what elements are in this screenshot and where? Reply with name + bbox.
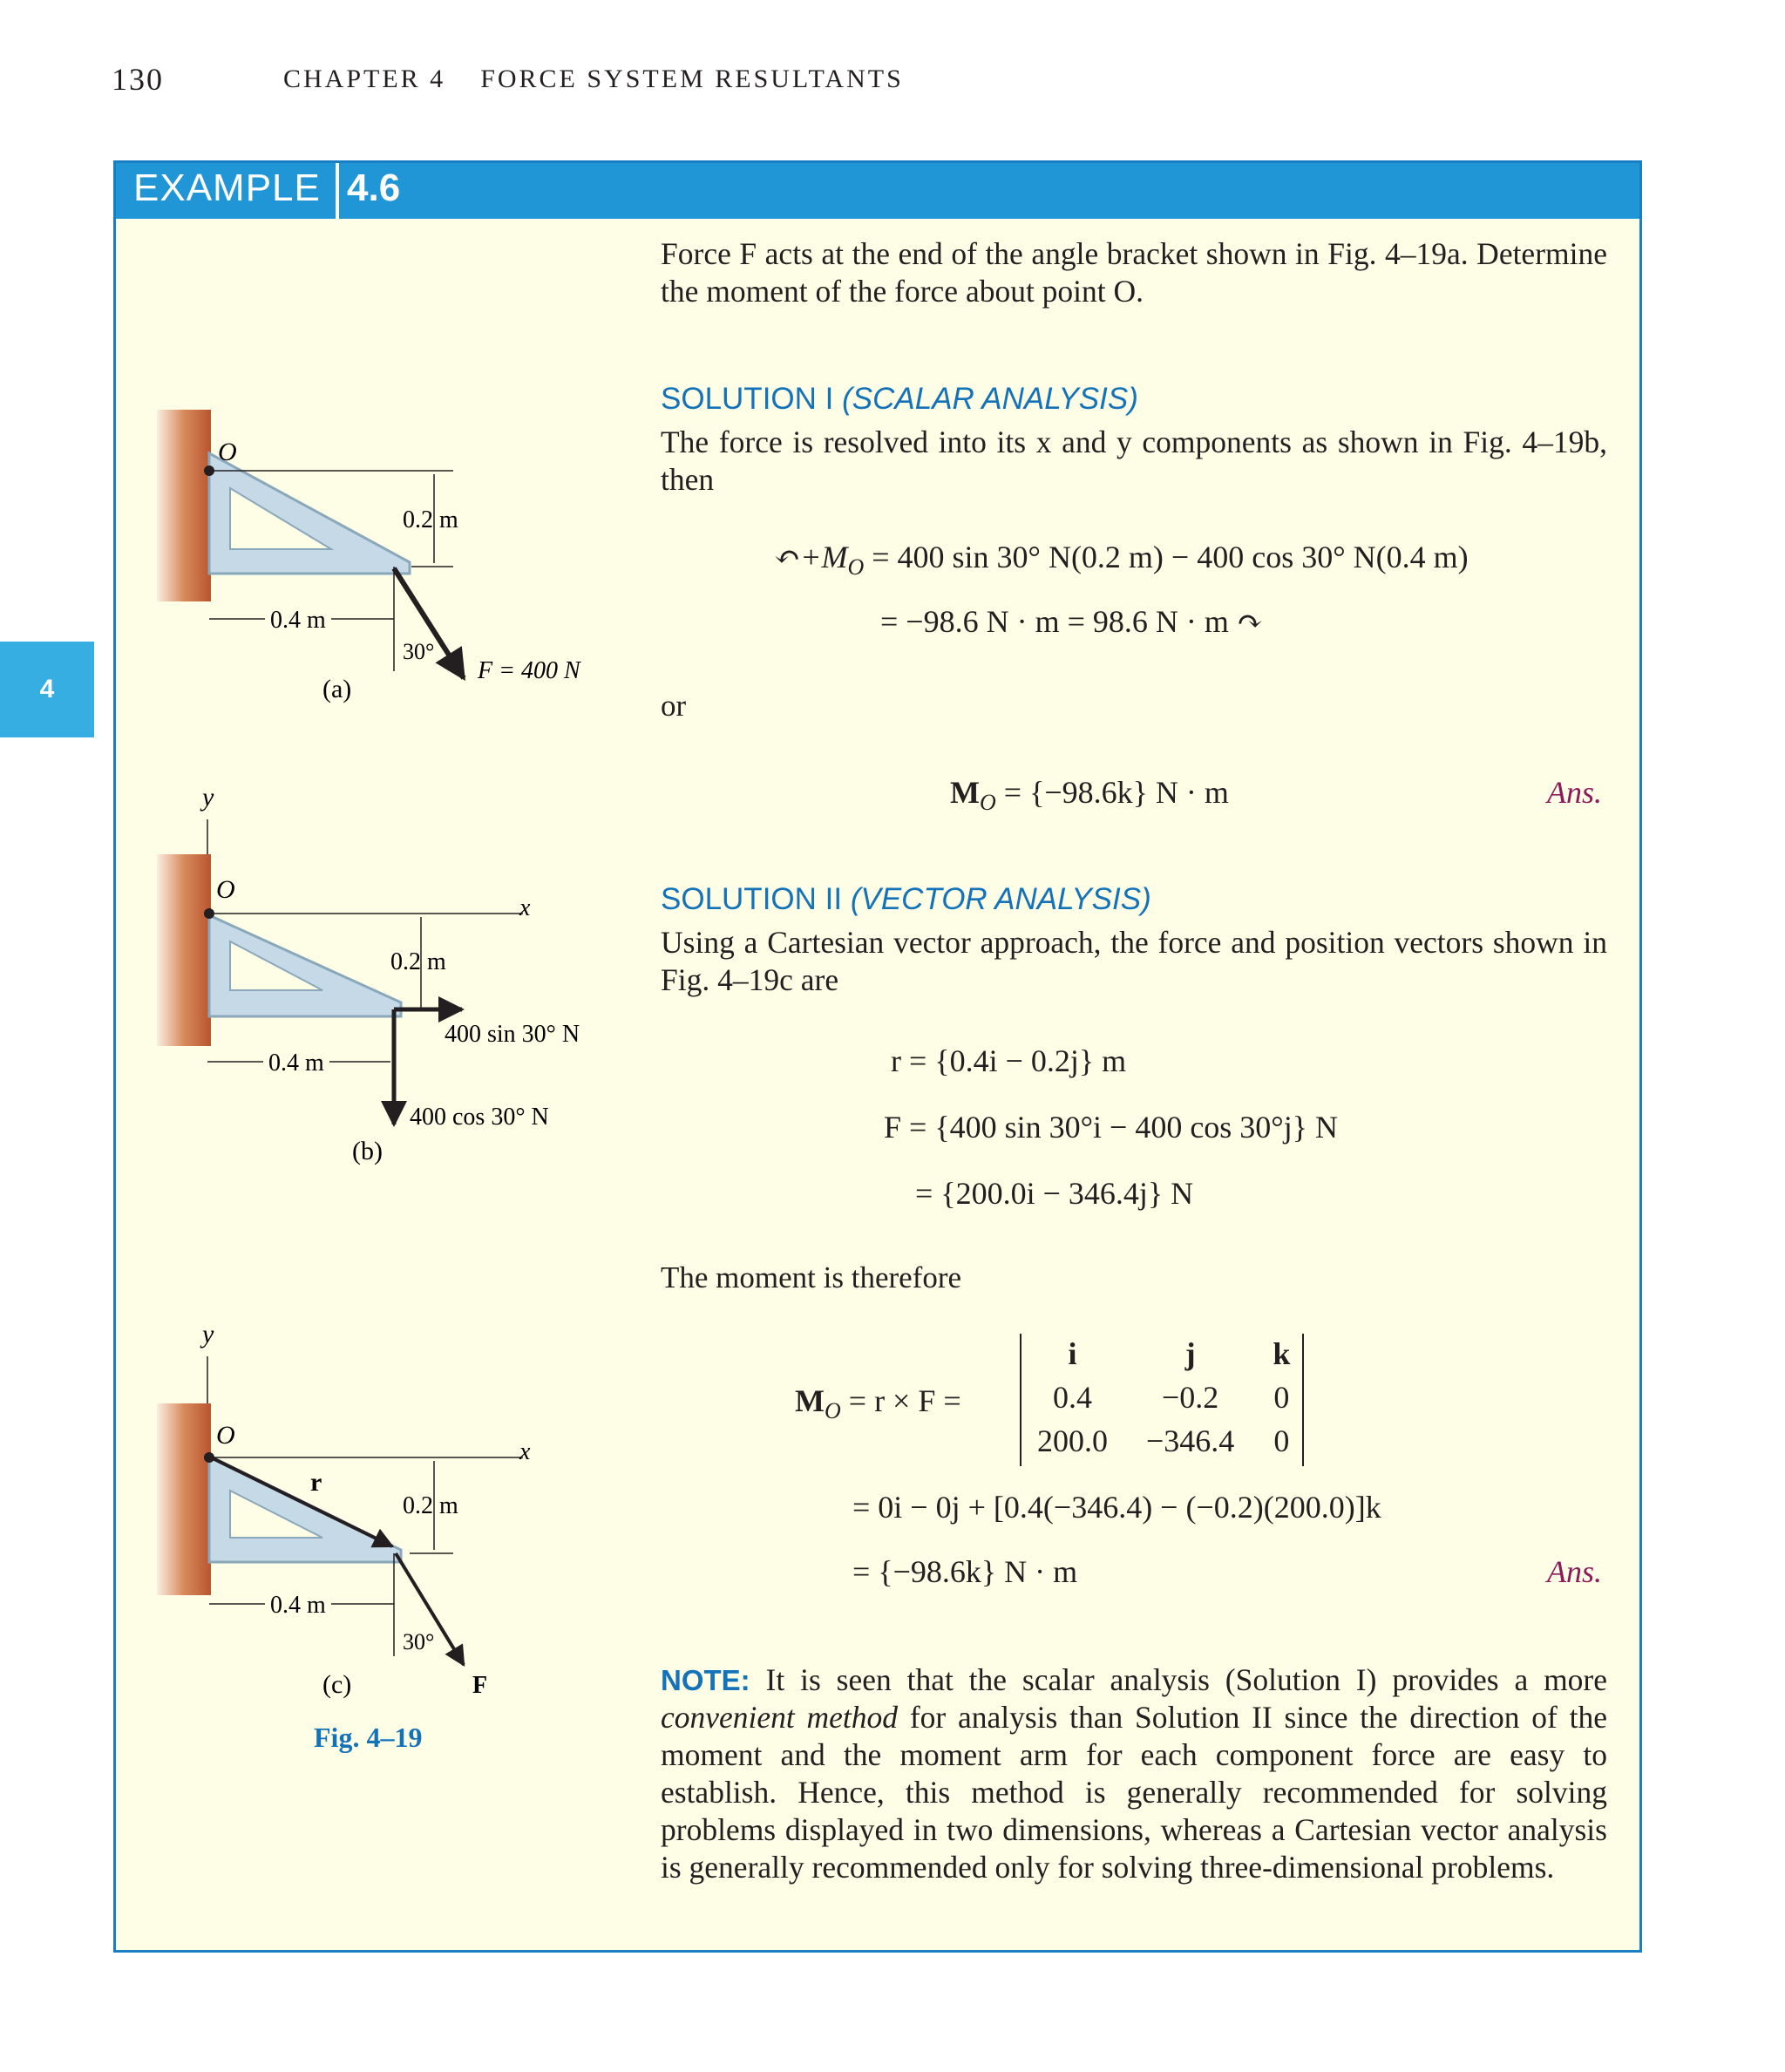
section-title: FORCE SYSTEM RESULTANTS [480,65,904,93]
fx-label: 400 sin 30° N [445,1021,580,1048]
det-cell: −346.4 [1146,1423,1235,1458]
dim-vertical-label: 0.2 m [403,1492,458,1519]
r-label: r [310,1468,322,1497]
figure-b [157,785,610,1168]
brick-wall [157,410,211,601]
fy-label: 400 cos 30° N [410,1104,549,1131]
caption-c: (c) [322,1670,352,1699]
scalar-eq-rhs: = 400 sin 30° N(0.2 m) − 400 cos 30° N(0.4 m) [872,540,1469,574]
det-cell: i [1068,1336,1077,1371]
answer-label-1: Ans. [1547,775,1602,810]
chapter-side-tab: 4 [0,642,94,737]
mo-symbol: M [795,1383,825,1418]
solution2-heading [661,882,1151,917]
det-row [1018,1376,1309,1419]
note-label: NOTE: [661,1664,750,1696]
cross-product-mid: = r × F = [848,1383,961,1418]
running-head [283,65,904,94]
example-divider [336,163,339,219]
dim-horizontal-label: 0.4 m [270,607,326,634]
force-vector-eq: F = {400 sin 30°i − 400 cos 30°j} N [884,1110,1338,1145]
solution1-title: SOLUTION I [661,382,834,416]
note-emphasis: convenient method [661,1700,899,1735]
scalar-equation-1: $↶+M_O = 400$ sin 30° N(0.2 m) − 400 cos 30° N(0.4 m) [774,540,1469,581]
figure-label: Fig. 4–19 [314,1722,423,1753]
x-axis-label: x [519,1438,531,1465]
or-text: or [661,689,687,723]
figure-a [157,401,610,732]
vector-result: = {−98.6k} N · m [852,1554,1078,1589]
scalar-eq-lhs: ↶+M [774,540,848,574]
det-cell: 0 [1273,1423,1290,1458]
force-label: F = 400 N [478,657,580,684]
point-o-label: O [218,438,237,466]
dim-horizontal-label: 0.4 m [268,1050,324,1077]
chapter-label: CHAPTER 4 [283,65,446,93]
solution2-text: Using a Cartesian vector approach, the force and position vectors shown in Fig. 4–19c are [661,925,1607,997]
solution2-title: SOLUTION II [661,882,843,916]
solution1-heading [661,382,1138,417]
problem-statement [661,235,1607,310]
angle-label: 30° [403,1629,435,1654]
det-cell: −0.2 [1162,1380,1219,1415]
det-row [1018,1332,1309,1376]
det-row [1018,1419,1309,1463]
y-axis-label: y [202,1320,214,1348]
note-paragraph [661,1661,1607,1886]
result-rhs: = {−98.6k} N · m [1003,775,1229,810]
x-axis-label: x [519,894,531,921]
example-number: 4.6 [347,166,401,209]
cross-product-lhs: $M_O = r \times F$ = [795,1383,961,1424]
scalar-result: $M_O = \{-98.6k\} N \cdot m$ [950,775,1229,816]
note-text-1: It is seen that the scalar analysis (Solution I) provides a more [765,1662,1608,1697]
solution2-subtitle: (VECTOR ANALYSIS) [850,882,1151,916]
det-cell: 200.0 [1037,1423,1108,1458]
determinant-matrix [1018,1332,1309,1463]
y-axis-label: y [202,785,214,812]
solution1-text: The force is resolved into its x and y components as shown in Fig. 4–19b, then [661,425,1607,497]
determinant-expansion: = 0i − 0j + [0.4(−346.4) − (−0.2)(200.0)]k [852,1490,1381,1525]
problem-text: Force F acts at the end of the angle bracket shown in Fig. 4–19a. Determine the moment of the force about point O. [661,236,1607,309]
page-number: 130 [112,62,164,97]
det-cell: j [1184,1336,1196,1371]
result-lhs: M [950,775,980,810]
example-label: EXAMPLE [133,166,321,209]
det-cell: k [1273,1336,1291,1371]
caption-a: (a) [322,675,352,703]
caption-b: (b) [352,1137,383,1165]
det-cell: 0 [1273,1380,1290,1415]
dim-vertical-label: 0.2 m [403,506,458,533]
position-vector-eq: r = {0.4i − 0.2j} m [891,1043,1127,1078]
dim-horizontal-label: 0.4 m [270,1592,326,1619]
angle-label: 30° [403,639,435,664]
solution1-subtitle: (SCALAR ANALYSIS) [842,382,1138,416]
figure-c [157,1316,610,1770]
answer-label-2: Ans. [1547,1554,1602,1589]
note-text-2: for analysis than Solution II since the direction of the moment and the moment arm for each component force are easy to establish. Hence, this method is generally recommended for solving problems displayed in two dimensions, whereas a Cartesian vector analysis is generally recommended only for solving three-dimensional problems. [661,1700,1608,1885]
force-label: F [472,1672,488,1699]
scalar-equation-2: = −98.6 N · m = 98.6 N · m ↷ [880,604,1264,639]
brick-wall [157,1403,211,1595]
example-header [116,163,1639,219]
brick-wall [157,854,211,1046]
force-vector-eq-2: = {200.0i − 346.4j} N [915,1176,1194,1211]
dim-vertical-label: 0.2 m [390,948,446,975]
moment-text: The moment is therefore [661,1260,962,1294]
point-o-label: O [216,875,235,904]
det-cell: 0.4 [1053,1380,1092,1415]
point-o-label: O [216,1421,235,1450]
